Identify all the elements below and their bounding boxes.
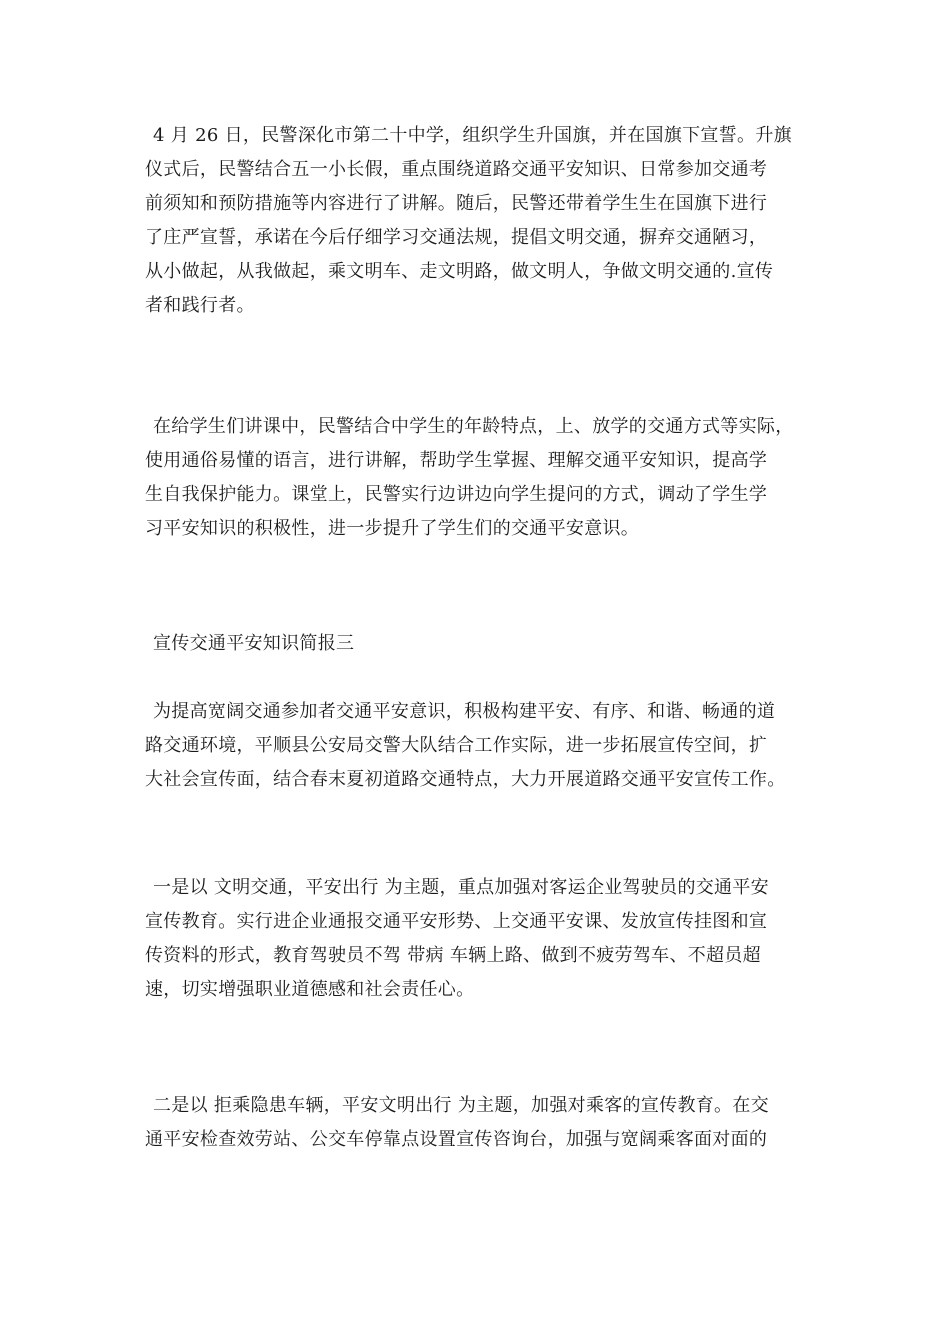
text-line: 通平安检查效劳站、公交车停靠点设置宣传咨询台，加强与宽阔乘客面对面的 (145, 1129, 768, 1150)
heading-text: 宣传交通平安知识简报三 (153, 633, 355, 654)
paragraph-lecture (145, 410, 815, 546)
paragraph-flag-raising (145, 119, 815, 323)
text-line: 二是以 拒乘隐患车辆，平安文明出行 为主题，加强对乘客的宣传教育。在交 (153, 1095, 769, 1116)
text-line: 前须知和预防措施等内容进行了讲解。随后，民警还带着学生生在国旗下进行 (145, 193, 768, 214)
text-line: 生自我保护能力。课堂上，民警实行边讲边向学生提问的方式，调动了学生学 (145, 484, 768, 505)
section-heading (145, 627, 815, 661)
text-line: 大社会宣传面，结合春末夏初道路交通特点，大力开展道路交通平安宣传工作。 (145, 769, 786, 790)
text-line: 一是以 文明交通，平安出行 为主题，重点加强对客运企业驾驶员的交通平安 (153, 877, 769, 898)
paragraph-intro (145, 695, 815, 797)
text-line: 路交通环境，平顺县公安局交警大队结合工作实际，进一步拓展宣传空间，扩 (145, 735, 768, 756)
text-line: 者和践行者。 (145, 295, 255, 316)
text-line: 在给学生们讲课中，民警结合中学生的年龄特点，上、放学的交通方式等实际， (153, 416, 794, 437)
text-line: 宣传教育。实行进企业通报交通平安形势、上交通平安课、发放宣传挂图和宣 (145, 911, 768, 932)
text-line: 使用通俗易懂的语言，进行讲解，帮助学生掌握、理解交通平安知识，提高学 (145, 450, 768, 471)
text-line: 习平安知识的积极性，进一步提升了学生们的交通平安意识。 (145, 518, 640, 539)
text-line: 速，切实增强职业道德感和社会责任心。 (145, 979, 475, 1000)
text-line: 仪式后，民警结合五一小长假，重点围绕道路交通平安知识、日常参加交通考 (145, 159, 768, 180)
paragraph-point-one (145, 871, 815, 1007)
text-line: 为提高宽阔交通参加者交通平安意识，积极构建平安、有序、和谐、畅通的道 (153, 701, 776, 722)
text-line: 从小做起，从我做起，乘文明车、走文明路，做文明人，争做文明交通的.宣传 (145, 261, 774, 282)
paragraph-point-two (145, 1089, 815, 1157)
text-line: 了庄严宣誓，承诺在今后仔细学习交通法规，提倡文明交通，摒弃交通陋习， (145, 227, 768, 248)
text-line: 4 月 26 日，民警深化市第二十中学，组织学生升国旗，并在国旗下宣誓。升旗 (153, 125, 792, 146)
text-line: 传资料的形式，教育驾驶员不驾 带病 车辆上路、做到不疲劳驾车、不超员超 (145, 945, 761, 966)
